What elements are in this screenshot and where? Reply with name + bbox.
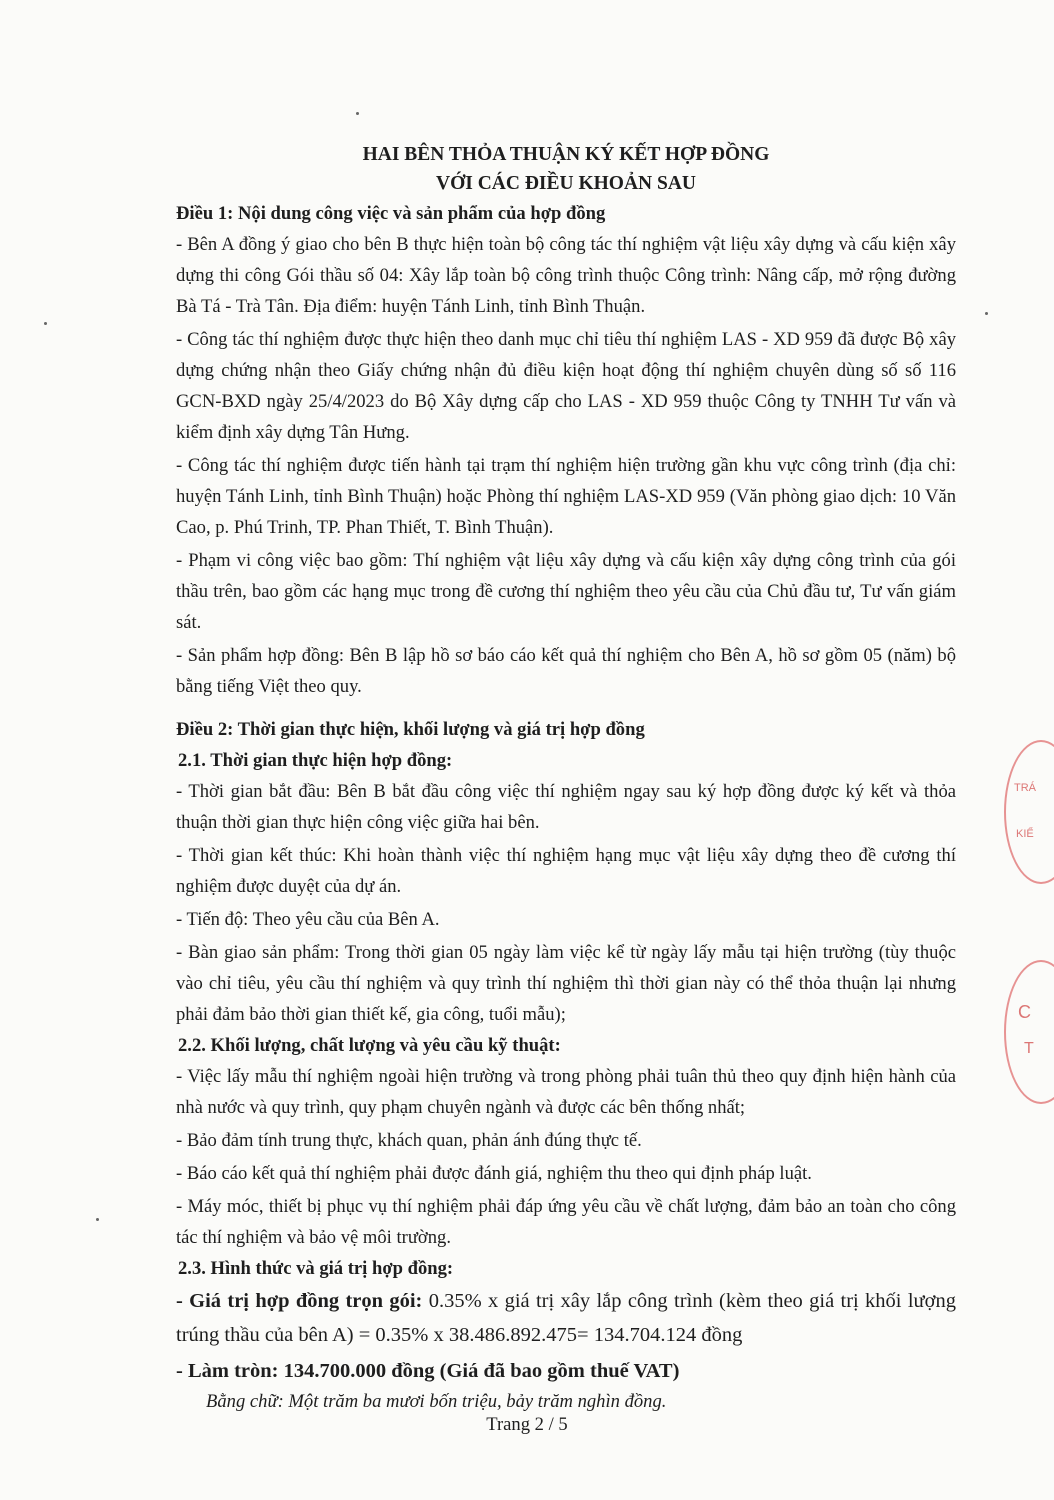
section-2-1-paragraph: - Bàn giao sản phẩm: Trong thời gian 05 ngày làm việc kể từ ngày lấy mẫu tại hiện trường (tùy thuộc vào chỉ tiêu, yêu cầu thí nghiệm và quy trình thí nghiệm thì thời gian này có thể thỏa thuận lại nhưng phải đảm bảo thời gian thiết kế, gia công, tuổi mẫu); <box>176 942 956 1025</box>
article-1-paragraph: - Sản phẩm hợp đồng: Bên B lập hồ sơ báo cáo kết quả thí nghiệm cho Bên A, hồ sơ gồm 05 (năm) bộ bằng tiếng Việt theo quy. <box>176 645 956 697</box>
article-1-heading: Điều 1: Nội dung công việc và sản phẩm của hợp đồng <box>176 203 606 224</box>
document-body <box>176 140 956 1416</box>
article-2-heading: Điều 2: Thời gian thực hiện, khối lượng và giá trị hợp đồng <box>176 719 645 740</box>
article-1-paragraph: - Công tác thí nghiệm được tiến hành tại trạm thí nghiệm hiện trường gần khu vực công trình (địa chỉ: huyện Tánh Linh, tỉnh Bình Thuận) hoặc Phòng thí nghiệm LAS-XD 959 (Văn phòng giao dịch: 10 Văn Cao, p. Phú Trinh, TP. Phan Thiết, T. Bình Thuận). <box>176 455 956 538</box>
scan-speck <box>985 312 988 315</box>
rounded-value: - Làm tròn: 134.700.000 đồng (Giá đã bao gồm thuế VAT) <box>176 1360 680 1382</box>
scan-speck <box>96 1218 99 1221</box>
article-1-paragraph: - Công tác thí nghiệm được thực hiện theo danh mục chỉ tiêu thí nghiệm LAS - XD 959 đã được Bộ xây dựng chứng nhận theo Giấy chứng nhận đủ điều kiện hoạt động thí nghiệm chuyên dùng số số 116 GCN-BXD ngày 25/4/2023 do Bộ Xây dựng cấp cho LAS - XD 959 thuộc Công ty TNHH Tư vấn và kiểm định xây dựng Tân Hưng. <box>176 329 956 443</box>
section-2-2-paragraph: - Bảo đảm tính trung thực, khách quan, phản ánh đúng thực tế. <box>176 1130 642 1151</box>
red-seal-top: TRÁ KIỂ <box>1004 740 1054 884</box>
article-1-paragraph: - Bên A đồng ý giao cho bên B thực hiện toàn bộ công tác thí nghiệm vật liệu xây dựng và cấu kiện xây dựng thi công Gói thầu số 04: Xây lắp toàn bộ công trình thuộc Công trình: Nâng cấp, mở rộng đường Bà Tá - Trà Tân. Địa điểm: huyện Tánh Linh, tỉnh Bình Thuận. <box>176 234 956 317</box>
title-line-2: VỚI CÁC ĐIỀU KHOẢN SAU <box>435 173 697 194</box>
section-2-1-heading: 2.1. Thời gian thực hiện hợp đồng: <box>178 750 453 771</box>
section-2-2-paragraph: - Máy móc, thiết bị phục vụ thí nghiệm phải đáp ứng yêu cầu về chất lượng, đảm bảo an toàn cho công tác thí nghiệm và bảo vệ môi trường. <box>176 1196 956 1248</box>
section-2-2-heading: 2.2. Khối lượng, chất lượng và yêu cầu kỹ thuật: <box>178 1035 561 1056</box>
amount-in-words: Bằng chữ: Một trăm ba mươi bốn triệu, bảy trăm nghìn đồng. <box>206 1391 667 1412</box>
section-2-1-paragraph: - Thời gian kết thúc: Khi hoàn thành việc thí nghiệm hạng mục vật liệu xây dựng theo đề cương thí nghiệm được duyệt của dự án. <box>176 845 956 897</box>
scan-speck <box>356 112 359 115</box>
red-seal-bottom: C T <box>1004 960 1054 1104</box>
section-2-1-paragraph: - Tiến độ: Theo yêu cầu của Bên A. <box>176 909 440 930</box>
contract-value-text: 0.35% x giá trị xây lắp công trình (kèm theo giá trị khối lượng trúng thầu của bên A) = 0.35% x 38.486.892.475= 134.704.124 đồng <box>176 1290 956 1346</box>
contract-value-paragraph <box>176 1284 956 1352</box>
section-2-1-paragraph: - Thời gian bắt đầu: Bên B bắt đầu công việc thí nghiệm ngay sau ký hợp đồng được ký kết và thỏa thuận thời gian thực hiện công việc giữa hai bên. <box>176 781 956 833</box>
scan-speck <box>44 322 47 325</box>
section-2-3-heading: 2.3. Hình thức và giá trị hợp đồng: <box>178 1258 454 1279</box>
section-2-2-paragraph: - Việc lấy mẫu thí nghiệm ngoài hiện trường và trong phòng phải tuân thủ theo quy định hiện hành của nhà nước và quy trình, quy phạm chuyên ngành và được các bên thống nhất; <box>176 1066 956 1118</box>
contract-value-label: - Giá trị hợp đồng trọn gói: <box>176 1290 423 1312</box>
title-line-1: HAI BÊN THỎA THUẬN KÝ KẾT HỢP ĐỒNG <box>362 144 770 165</box>
article-1-paragraph: - Phạm vi công việc bao gồm: Thí nghiệm vật liệu xây dựng và cấu kiện xây dựng công trình của gói thầu trên, bao gồm các hạng mục trong đề cương thí nghiệm theo yêu cầu của Chủ đầu tư, Tư vấn giám sát. <box>176 550 956 633</box>
page-number: Trang 2 / 5 <box>486 1414 568 1435</box>
section-2-2-paragraph: - Báo cáo kết quả thí nghiệm phải được đánh giá, nghiệm thu theo qui định pháp luật. <box>176 1163 812 1184</box>
